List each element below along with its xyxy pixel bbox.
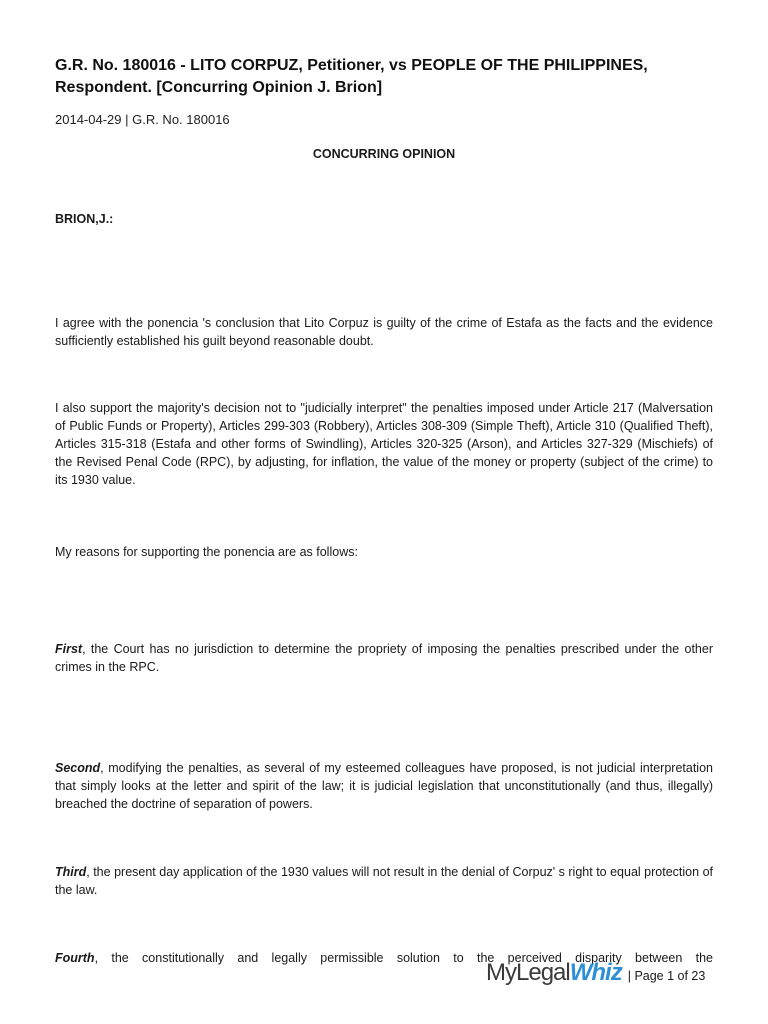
mylegalwhiz-logo: My Legal Whiz (486, 959, 622, 986)
page-number: | Page 1 of 23 (627, 969, 706, 983)
first-text: , the Court has no jurisdiction to determine the propriety of imposing the penalties prescribed under the other crimes in the RPC. (55, 642, 713, 674)
second-label: Second (55, 761, 101, 775)
paragraph-first-reason (55, 640, 713, 676)
document-title: G.R. No. 180016 - LITO CORPUZ, Petitioner, vs PEOPLE OF THE PHILIPPINES, Respondent. [Concurring Opinion J. Brion] (55, 57, 648, 96)
opinion-author: BRION,J.: (55, 212, 114, 226)
paragraph-reasons-intro: My reasons for supporting the ponencia are as follows: (55, 545, 358, 559)
second-text: , modifying the penalties, as several of my esteemed colleagues have proposed, is not judicial interpretation that simply looks at the letter and spirit of the law; it is judicial legislation that unconstitutionally (and thus, illegally) breached the doctrine of separation of powers. (55, 761, 713, 811)
third-text: , the present day application of the 1930 values will not result in the denial of Corpuz' s right to equal protection of the law. (55, 865, 713, 897)
paragraph-majority-support: I also support the majority's decision not to "judicially interpret" the penalties imposed under Article 217 (Malversation of Public Funds or Property), Articles 299-303 (Robbery), Articles 308-309 (Simple Theft), Article 310 (Qualified Theft), Articles 315-318 (Estafa and other forms of Swindling), Articles 320-325 (Arson), and Articles 327-329 (Mischiefs) of the Revised Penal Code (RPC), by adjusting, for inflation, the value of the money or property (subject of the crime) to its 1930 value. (55, 401, 713, 487)
page-footer (486, 958, 726, 988)
fourth-text: , the constitutionally and legally permissible solution to the perceived disparity between the (94, 951, 713, 965)
document-date-and-case-number: 2014-04-29 | G.R. No. 180016 (55, 112, 230, 127)
paragraph-agreement: I agree with the ponencia 's conclusion that Lito Corpuz is guilty of the crime of Estafa as the facts and the evidence sufficiently established his guilt beyond reasonable doubt. (55, 316, 713, 348)
paragraph-third-reason (55, 863, 713, 899)
first-label: First (55, 642, 83, 656)
opinion-heading: CONCURRING OPINION (312, 147, 456, 161)
fourth-label: Fourth (55, 951, 95, 965)
third-label: Third (55, 865, 87, 879)
paragraph-second-reason (55, 759, 713, 813)
